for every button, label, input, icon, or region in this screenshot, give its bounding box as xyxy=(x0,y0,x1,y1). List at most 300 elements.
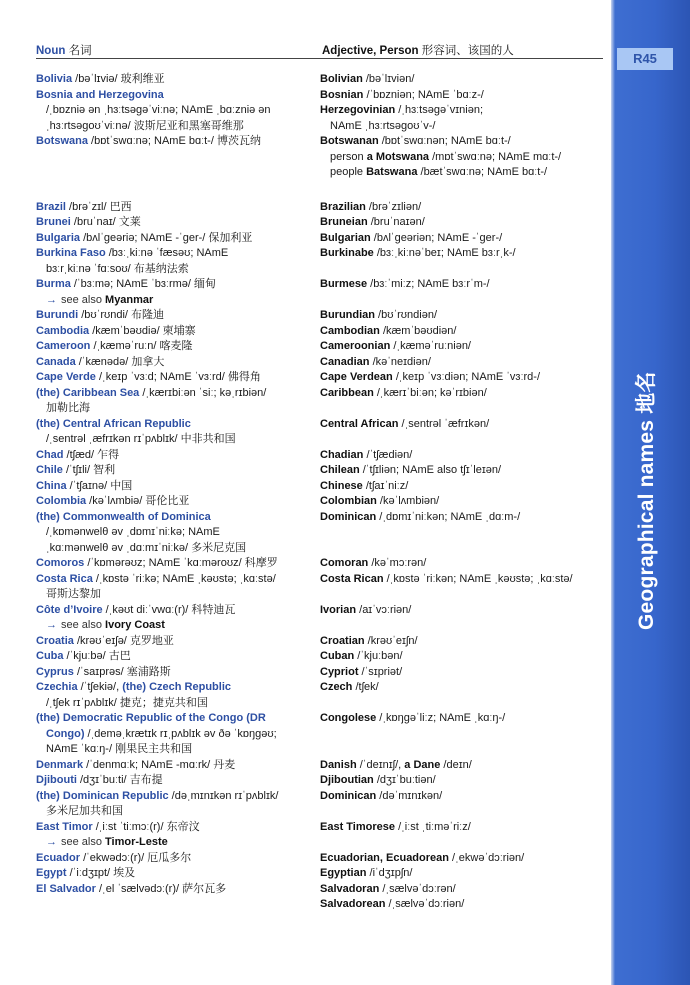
headword: Danish xyxy=(320,758,357,771)
adjective-entry xyxy=(320,479,603,495)
entry-row xyxy=(36,448,603,464)
entry-line xyxy=(320,897,603,913)
headword: Côte d’Ivoire xyxy=(36,603,103,616)
adjective-entry xyxy=(320,789,603,805)
pronunciation-text: /ˈsaɪprəs/ 塞浦路斯 xyxy=(73,665,171,678)
entry-line xyxy=(36,510,318,526)
entry-line xyxy=(320,277,603,293)
headword: Botswana xyxy=(36,135,88,147)
pronunciation-text: /ˌkeɪp ˈvɜːd; NAmE ˈvɜːrd/ 佛得角 xyxy=(95,371,261,383)
entry-row xyxy=(36,324,603,340)
adjective-entry xyxy=(320,215,603,231)
adjective-entry xyxy=(320,866,603,882)
adjective-entry xyxy=(320,72,603,88)
entry-line xyxy=(36,324,318,340)
headword: Congolese xyxy=(320,712,377,724)
entry-line xyxy=(320,665,603,681)
headword: (the) Caribbean Sea xyxy=(36,386,140,399)
entry-line xyxy=(36,742,318,758)
pronunciation-text: ˌkɑːmənwelθ əv ˌdɑːmɪˈniːkə/ 多米尼克国 xyxy=(46,541,247,554)
entry-line xyxy=(36,262,318,278)
entry-line xyxy=(36,494,318,510)
pronunciation-text: /bʊˈrʊndi/ 布隆迪 xyxy=(78,309,165,321)
pronunciation-text: /ˌkæməˈruːniən/ xyxy=(390,340,471,352)
headword: Denmark xyxy=(36,758,84,771)
adjective-entry xyxy=(320,882,603,913)
pronunciation-text: /brəˈzɪliən/ xyxy=(365,200,422,213)
see-also-line xyxy=(36,293,318,309)
headword: Chile xyxy=(36,464,63,476)
adjective-entry xyxy=(320,246,603,262)
noun-entry xyxy=(36,556,320,572)
headword: Egyptian xyxy=(320,867,367,879)
entry-row xyxy=(36,758,603,774)
headword: Czechia xyxy=(36,681,78,693)
entry-line xyxy=(320,634,603,650)
entry-row xyxy=(36,866,603,882)
entry-line xyxy=(36,200,318,216)
headword: Dominican xyxy=(320,789,377,802)
entry-row xyxy=(36,417,603,448)
noun-entry xyxy=(36,448,320,464)
noun-entry xyxy=(36,572,320,603)
noun-entry xyxy=(36,510,320,557)
entry-line xyxy=(320,72,603,88)
entry-line xyxy=(36,820,318,836)
headword: China xyxy=(36,479,67,492)
arrow-icon: → xyxy=(46,293,57,306)
entry-line xyxy=(36,789,318,805)
adjective-entry xyxy=(320,200,603,216)
pronunciation-text: /ˈtʃekiə/, xyxy=(77,681,123,693)
adjective-entry xyxy=(320,758,603,774)
headword: Bulgaria xyxy=(36,231,81,244)
noun-entry xyxy=(36,665,320,681)
pronunciation-text: see also xyxy=(61,836,106,848)
entry-line xyxy=(36,277,318,293)
pronunciation-text: /ˌiːst ˌtiːməˈriːz/ xyxy=(395,820,471,833)
entry-line xyxy=(320,789,603,805)
adjective-entry xyxy=(320,417,603,433)
pronunciation-text: see also xyxy=(61,293,106,306)
entry-line xyxy=(36,773,318,789)
pronunciation-text: /ˈkjuːbə/ 古巴 xyxy=(63,650,131,662)
pronunciation-text: /bəˈlɪviə/ 玻利维亚 xyxy=(72,73,165,85)
headword: Ivorian xyxy=(320,603,357,616)
pronunciation-text: /bɜːˌkiːnə ˈfæsəʊ; NAmE xyxy=(105,247,229,259)
pronunciation-text: /ˈkɒmərəʊz; NAmE ˈkɑːməroʊz/ 科摩罗 xyxy=(84,557,278,569)
entry-line xyxy=(36,72,318,88)
headword: Comoros xyxy=(36,557,85,569)
entry-line xyxy=(320,773,603,789)
pronunciation-text: /bɒtˈswɑːnə; NAmE bɑːt-/ 博茨瓦纳 xyxy=(87,135,261,147)
pronunciation-text: /ˌbɒzniə ən ˌhɜːtsəɡəˈviːnə; NAmE ˌbɑːzniə ən xyxy=(46,104,271,116)
entry-line xyxy=(320,370,603,386)
noun-entry xyxy=(36,494,320,510)
pronunciation-text: NAmE ˌhɜːrtsəɡoʊˈv-/ xyxy=(330,119,436,132)
headword: Canadian xyxy=(320,355,370,368)
headword: Burma xyxy=(36,278,71,290)
pronunciation-text: /ˌdeməˌkrætɪk rɪˌpʌblɪk əv ðə ˈkɒŋɡəʊ; xyxy=(84,727,277,740)
headword: Cyprus xyxy=(36,665,74,678)
entry-line xyxy=(36,680,318,696)
headword: Czech xyxy=(320,681,353,693)
adjective-entry xyxy=(320,820,603,836)
bold-term: a Motswana xyxy=(366,150,430,163)
pronunciation-text: /ˌdɒmɪˈniːkən; NAmE ˌdɑːm-/ xyxy=(376,510,521,523)
entry-line xyxy=(36,882,318,898)
pronunciation-text: /kəˈlʌmbiə/ 哥伦比亚 xyxy=(86,495,190,507)
page-number: R45 xyxy=(617,48,673,70)
pronunciation-text: /ˈdenmɑːk; NAmE -mɑːrk/ 丹麦 xyxy=(83,758,236,771)
adjective-entry xyxy=(320,711,603,727)
headword: Djibouti xyxy=(36,774,77,786)
pronunciation-text: /bruˈnaɪ/ 文莱 xyxy=(70,216,141,228)
adjective-entry xyxy=(320,510,603,526)
entry-row xyxy=(36,88,603,135)
pronunciation-text: /ˌkærɪbiːən ˈsiː; kəˌrɪbiən/ xyxy=(139,386,267,399)
headword: Burmese xyxy=(320,278,368,290)
headword: Herzegovinian xyxy=(320,104,396,116)
entry-line xyxy=(36,758,318,774)
pronunciation-text: /aɪˈvɔːriən/ xyxy=(356,603,412,616)
pronunciation-text: /krəʊˈeɪʃə/ 克罗地亚 xyxy=(73,634,174,647)
header-adjective-cn: 形容词、该国的人 xyxy=(421,45,514,57)
noun-entry xyxy=(36,324,320,340)
entry-row xyxy=(36,277,603,308)
entry-line xyxy=(320,355,603,371)
headword: El Salvador xyxy=(36,882,96,895)
headword: (the) Dominican Republic xyxy=(36,789,169,802)
pronunciation-text: /ˌkɒmənwelθ əv ˌdɒmɪˈniːkə; NAmE xyxy=(46,526,220,538)
headword: Cameroonian xyxy=(320,340,391,352)
adjective-entry xyxy=(320,324,603,340)
noun-entry xyxy=(36,463,320,479)
noun-entry xyxy=(36,215,320,231)
headword: Salvadoran xyxy=(320,882,380,895)
entry-line xyxy=(36,401,318,417)
entry-line xyxy=(36,479,318,495)
pronunciation-text: /bɒtˈswɑːnən; NAmE bɑːt-/ xyxy=(378,135,511,147)
entry-line xyxy=(36,246,318,262)
headword: Colombian xyxy=(320,495,377,507)
headword: Bosnia and Herzegovina xyxy=(36,88,164,101)
entry-row xyxy=(36,556,603,572)
adjective-entry xyxy=(320,665,603,681)
headword: Chilean xyxy=(320,464,360,476)
pronunciation-text: /ˌkæməˈruːn/ 喀麦隆 xyxy=(90,340,193,352)
entry-line xyxy=(36,603,318,619)
entry-line xyxy=(36,463,318,479)
headword: Bulgarian xyxy=(320,231,371,244)
noun-entry xyxy=(36,72,320,88)
bold-term: Batswana xyxy=(366,166,418,178)
adjective-entry xyxy=(320,386,603,402)
noun-entry xyxy=(36,134,320,150)
pronunciation-text: /ˈekwədɔː(r)/ 厄瓜多尔 xyxy=(80,851,192,864)
noun-entry xyxy=(36,246,320,277)
pronunciation-text-2: /mɒtˈswɑːnə; NAmE mɑːt-/ xyxy=(429,150,562,163)
entry-line xyxy=(320,882,603,898)
headword: Cape Verde xyxy=(36,371,96,383)
header-adjective-label xyxy=(322,42,514,58)
entry-line xyxy=(36,355,318,371)
headword: Ecuador xyxy=(36,851,81,864)
noun-entry xyxy=(36,711,320,758)
entry-line xyxy=(36,634,318,650)
entry-row xyxy=(36,339,603,355)
noun-entry xyxy=(36,386,320,417)
noun-entry xyxy=(36,773,320,789)
pronunciation-text: /ˌsentrəl ˌæfrɪkən rɪˈpʌblɪk/ 中非共和国 xyxy=(46,433,236,445)
noun-entry xyxy=(36,851,320,867)
entry-line xyxy=(320,866,603,882)
adjective-entry xyxy=(320,231,603,247)
headword: Brazilian xyxy=(320,200,366,213)
pronunciation-text: people xyxy=(330,166,367,178)
adjective-entry xyxy=(320,134,603,181)
headword: Chad xyxy=(36,448,64,461)
entry-line xyxy=(36,448,318,464)
entry-row xyxy=(36,246,603,277)
pronunciation-text: /ˌkɒstə ˈriːkə; NAmE ˌkəʊstə; ˌkɑːstə/ xyxy=(92,572,276,585)
entry-row xyxy=(36,370,603,386)
entry-row xyxy=(36,463,603,479)
pronunciation-text: ˌhɜːrtsəɡoʊˈviːnə/ 波斯尼亚和黑塞哥维那 xyxy=(46,119,244,132)
entry-line xyxy=(320,119,603,135)
headword: Cape Verdean xyxy=(320,371,393,383)
pronunciation-text: /kæmˈbəʊdiə/ 柬埔寨 xyxy=(89,324,196,337)
pronunciation-text: /ˈtʃɪliən; NAmE also tʃɪˈleɪən/ xyxy=(359,464,502,476)
entry-line xyxy=(36,370,318,386)
headword: (the) Democratic Republic of the Congo (DR xyxy=(36,712,266,724)
entry-row xyxy=(36,231,603,247)
headword: Caribbean xyxy=(320,386,374,399)
pronunciation-text: /ˌkɒŋɡəˈliːz; NAmE ˌkɑːŋ-/ xyxy=(376,712,506,724)
noun-entry xyxy=(36,789,320,820)
pronunciation-text: /ˈtʃaɪnə/ 中国 xyxy=(66,479,133,492)
pronunciation-text: /kəˈneɪdiən/ xyxy=(369,355,431,368)
noun-entry xyxy=(36,231,320,247)
entry-row xyxy=(36,789,603,820)
running-header xyxy=(36,40,603,59)
pronunciation-text: /ˈdeɪnɪʃ/, xyxy=(356,758,405,771)
headword: Chinese xyxy=(320,479,363,492)
dictionary-entries xyxy=(36,72,603,913)
entry-line xyxy=(36,572,318,588)
headword: Cambodia xyxy=(36,324,90,337)
adjective-entry xyxy=(320,277,603,293)
entry-line xyxy=(36,525,318,541)
entry-line xyxy=(36,866,318,882)
pronunciation-text: /dʒɪˈbuːtiən/ xyxy=(373,774,436,786)
headword: Costa Rican xyxy=(320,572,384,585)
entry-line xyxy=(320,510,603,526)
entry-line xyxy=(320,463,603,479)
entry-line xyxy=(36,587,318,603)
noun-entry xyxy=(36,200,320,216)
pronunciation-text: bɜːrˌkiːnə ˈfɑːsoʊ/ 布基纳法索 xyxy=(46,262,189,275)
noun-entry xyxy=(36,277,320,308)
headword: Croatia xyxy=(36,634,74,647)
entry-line xyxy=(36,308,318,324)
headword: Burundi xyxy=(36,309,79,321)
pronunciation-text: /ˌkɒstə ˈriːkən; NAmE ˌkəʊstə; ˌkɑːstə/ xyxy=(383,572,573,585)
pronunciation-text: /kæmˈbəʊdiən/ xyxy=(379,324,457,337)
entry-row xyxy=(36,494,603,510)
pronunciation-text: /ˌhɜːtsəɡəˈvɪniən; xyxy=(395,104,484,116)
headword: Costa Rica xyxy=(36,572,93,585)
entry-line xyxy=(320,572,603,588)
noun-entry xyxy=(36,882,320,898)
entry-line xyxy=(36,851,318,867)
noun-entry xyxy=(36,308,320,324)
pronunciation-text: /dʒɪˈbuːti/ 吉布提 xyxy=(76,774,163,786)
entry-line xyxy=(36,339,318,355)
bold-term: Ivory Coast xyxy=(105,619,165,631)
entry-row xyxy=(36,308,603,324)
pronunciation-text: /ˌel ˈsælvədɔː(r)/ 萨尔瓦多 xyxy=(95,882,227,895)
pronunciation-text: /ˌkærɪˈbiːən; kəˈrɪbiən/ xyxy=(373,386,487,399)
entry-line xyxy=(36,727,318,743)
pronunciation-text: /iˈdʒɪpʃn/ xyxy=(366,867,413,879)
noun-entry xyxy=(36,820,320,851)
headword: Canada xyxy=(36,355,76,368)
pronunciation-text: /ˈbɜːmə; NAmE ˈbɜːrmə/ 缅甸 xyxy=(70,278,217,290)
adjective-entry xyxy=(320,851,603,867)
pronunciation-text: /ˌekwəˈdɔːriən/ xyxy=(448,851,525,864)
entry-line xyxy=(320,215,603,231)
entry-line xyxy=(320,386,603,402)
noun-entry xyxy=(36,339,320,355)
header-noun-cn: 名词 xyxy=(68,45,92,57)
headword: Colombia xyxy=(36,495,87,507)
pronunciation-text: /bʌlˈɡeəriən; NAmE -ˈɡer-/ xyxy=(370,231,503,244)
entry-line xyxy=(36,556,318,572)
pronunciation-text: see also xyxy=(61,619,106,631)
headword: Djiboutian xyxy=(320,774,374,786)
entry-row xyxy=(36,72,603,88)
header-noun-label xyxy=(36,42,92,58)
adjective-entry xyxy=(320,339,603,355)
pronunciation-text: /ˌtʃek rɪˈpʌblɪk/ 捷克；捷克共和国 xyxy=(46,696,208,709)
entry-row xyxy=(36,200,603,216)
bold-term: Myanmar xyxy=(105,293,154,306)
pronunciation-text: /dəˌmɪnɪkən rɪˈpʌblɪk/ xyxy=(168,789,279,802)
pronunciation-text: /ˌiːst ˈtiːmɔː(r)/ 东帝汶 xyxy=(92,820,200,833)
entry-row xyxy=(36,479,603,495)
entry-line xyxy=(320,494,603,510)
headword: (the) Central African Republic xyxy=(36,417,191,430)
pronunciation-text: /ˌkeɪp ˈvɜːdiən; NAmE ˈvɜːrd-/ xyxy=(392,371,541,383)
entry-line xyxy=(320,680,603,696)
headword: Chadian xyxy=(320,448,364,461)
entry-row xyxy=(36,386,603,417)
entry-line xyxy=(320,448,603,464)
entry-row xyxy=(36,882,603,913)
headword: Cambodian xyxy=(320,324,380,337)
pronunciation-text: /kəˈmɔːrən/ xyxy=(368,557,427,569)
pronunciation-text: /krəʊˈeɪʃn/ xyxy=(364,634,418,647)
headword: Cameroon xyxy=(36,340,91,352)
entry-line xyxy=(36,417,318,433)
adjective-entry xyxy=(320,556,603,572)
bold-term: Timor-Leste xyxy=(105,836,168,848)
headword: Bruneian xyxy=(320,216,368,228)
adjective-entry xyxy=(320,634,603,650)
page-edge xyxy=(611,0,615,985)
headword: Burundian xyxy=(320,309,375,321)
pronunciation-text: /dəˈmɪnɪkən/ xyxy=(376,789,443,802)
headword: Bosnian xyxy=(320,88,364,101)
noun-entry xyxy=(36,634,320,650)
noun-entry xyxy=(36,603,320,634)
noun-entry xyxy=(36,479,320,495)
entry-line xyxy=(36,804,318,820)
pronunciation-text: /bʊˈrʊndiən/ xyxy=(375,309,438,321)
entry-row xyxy=(36,134,603,181)
entry-line xyxy=(36,103,318,119)
pronunciation-text: NAmE ˈkɑːŋ-/ 刚果民主共和国 xyxy=(46,743,193,755)
pronunciation-text: /ˈkjuːbən/ xyxy=(354,650,403,662)
pronunciation-text: /ˈtʃædiən/ xyxy=(363,448,413,461)
pronunciation-text: /ˌkəʊt diːˈvwɑː(r)/ 科特迪瓦 xyxy=(102,603,236,616)
adjective-entry xyxy=(320,603,603,619)
adjective-entry xyxy=(320,494,603,510)
pronunciation-text: /ˈsɪpriət/ xyxy=(358,665,403,678)
entry-line xyxy=(320,308,603,324)
headword: Cuban xyxy=(320,650,355,662)
entry-line xyxy=(320,603,603,619)
pronunciation-text: /bruˈnaɪən/ xyxy=(367,216,425,228)
noun-entry xyxy=(36,88,320,135)
pronunciation-text: /brəˈzɪl/ 巴西 xyxy=(65,200,132,213)
noun-entry xyxy=(36,370,320,386)
headword: Botswanan xyxy=(320,135,379,147)
entry-line xyxy=(320,324,603,340)
pronunciation-text: /tʃaɪˈniːz/ xyxy=(362,479,409,492)
entry-line xyxy=(320,88,603,104)
pronunciation-text: /bəˈlɪviən/ xyxy=(362,73,415,85)
pronunciation-text: /tʃek/ xyxy=(352,681,379,693)
see-also-line xyxy=(36,618,318,634)
entry-line xyxy=(36,231,318,247)
pronunciation-text: /ˈbɒzniən; NAmE ˈbɑːz-/ xyxy=(363,88,484,101)
entry-line xyxy=(320,134,603,150)
pronunciation-text: 哥斯达黎加 xyxy=(46,588,101,600)
pronunciation-text: /ˌsælvəˈdɔːrən/ xyxy=(379,882,456,895)
pronunciation-text: /bɜːˈmiːz; NAmE bɜːrˈm-/ xyxy=(367,278,490,290)
headword: Brunei xyxy=(36,216,71,228)
header-adjective-bold: Adjective, Person xyxy=(322,45,419,57)
entry-line xyxy=(36,696,318,712)
entry-line xyxy=(320,851,603,867)
pronunciation-text: /ˌsælvəˈdɔːriən/ xyxy=(385,898,465,910)
headword: Brazil xyxy=(36,200,66,213)
headword: Cuba xyxy=(36,650,64,662)
entry-row xyxy=(36,603,603,634)
pronunciation-text: person xyxy=(330,150,367,163)
adjective-entry xyxy=(320,370,603,386)
headword: Bolivia xyxy=(36,73,73,85)
adjective-entry xyxy=(320,308,603,324)
adjective-entry xyxy=(320,355,603,371)
entry-line xyxy=(36,119,318,135)
pronunciation-text: /kəˈlʌmbiən/ xyxy=(376,495,440,507)
headword: (the) Commonwealth of Dominica xyxy=(36,510,211,523)
adjective-entry xyxy=(320,649,603,665)
pronunciation-text: /ˈkænədə/ 加拿大 xyxy=(75,355,165,368)
